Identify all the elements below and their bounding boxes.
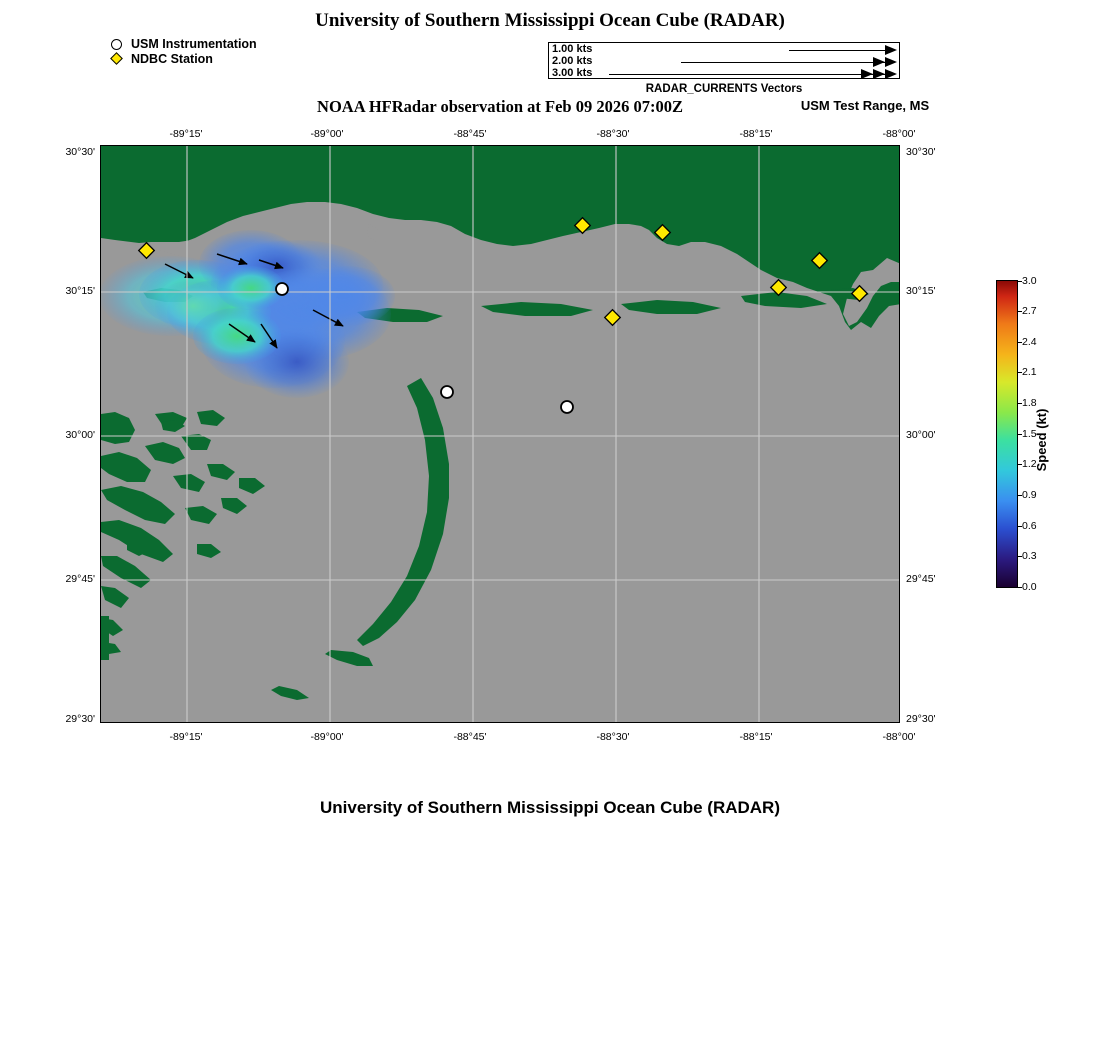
colorbar-axis-label: Speed (kt) — [1034, 408, 1049, 472]
axis-tick-lon-bottom-4: -88°15' — [739, 731, 773, 743]
axis-tick-lat-left-3: 29°45' — [65, 573, 95, 585]
colorbar-tick-8: 0.6 — [1022, 520, 1037, 532]
colorbar-tick-2: 2.4 — [1022, 336, 1037, 348]
colorbar-tick-0: 3.0 — [1022, 275, 1037, 287]
arrowhead-icon — [885, 57, 897, 67]
page-title: University of Southern Mississippi Ocean Cube (RADAR) — [315, 10, 785, 31]
vector-key-label-2: 2.00 kts — [552, 55, 593, 67]
axis-tick-lat-left-0: 30°30' — [65, 146, 95, 158]
arrowhead-icon — [885, 69, 897, 79]
vector-key-label-1: 1.00 kts — [552, 43, 593, 55]
map-canvas[interactable] — [100, 145, 900, 723]
colorbar-tick-4: 1.8 — [1022, 397, 1037, 409]
axis-tick-lon-top-1: -89°00' — [310, 128, 344, 140]
vector-key-row-3 — [549, 68, 901, 80]
diamond-marker-icon — [110, 52, 128, 67]
axis-tick-lat-right-1: 30°15' — [906, 285, 936, 297]
vector-key-label-3: 3.00 kts — [552, 67, 593, 79]
arrowhead-icon — [873, 69, 885, 79]
axis-tick-lat-right-0: 30°30' — [906, 146, 936, 158]
colorbar-tick-10: 0.0 — [1022, 581, 1037, 593]
arrowhead-icon — [885, 45, 897, 55]
axis-tick-lon-top-2: -88°45' — [453, 128, 487, 140]
axis-tick-lat-right-4: 29°30' — [906, 713, 936, 725]
axis-tick-lat-right-2: 30°00' — [906, 429, 936, 441]
legend-item-usm-instrumentation — [110, 37, 257, 52]
axis-tick-lon-bottom-2: -88°45' — [453, 731, 487, 743]
axis-tick-lon-bottom-5: -88°00' — [882, 731, 916, 743]
axis-tick-lat-left-2: 30°00' — [65, 429, 95, 441]
colorbar-tick-3: 2.1 — [1022, 366, 1037, 378]
map-legend — [110, 37, 257, 67]
axis-tick-lon-bottom-1: -89°00' — [310, 731, 344, 743]
axis-tick-lon-top-4: -88°15' — [739, 128, 773, 140]
legend-label-usm: USM Instrumentation — [131, 37, 257, 51]
footer-title: University of Southern Mississippi Ocean Cube (RADAR) — [319, 798, 780, 817]
axis-tick-lon-top-3: -88°30' — [596, 128, 630, 140]
vector-key-caption: RADAR_CURRENTS Vectors — [645, 83, 803, 95]
colorbar-tick-6: 1.2 — [1022, 458, 1037, 470]
vector-key-row-1 — [549, 44, 901, 56]
axis-tick-lat-left-1: 30°15' — [65, 285, 95, 297]
legend-label-ndbc: NDBC Station — [131, 52, 213, 66]
axis-tick-lon-bottom-0: -89°15' — [169, 731, 203, 743]
axis-tick-lat-left-4: 29°30' — [65, 713, 95, 725]
axis-tick-lon-top-5: -88°00' — [882, 128, 916, 140]
colorbar-tick-5: 1.5 — [1022, 428, 1037, 440]
colorbar-tick-1: 2.7 — [1022, 305, 1037, 317]
colorbar-tick-9: 0.3 — [1022, 550, 1037, 562]
circle-marker-icon — [110, 37, 128, 52]
axis-tick-lon-top-0: -89°15' — [169, 128, 203, 140]
observation-subtitle: NOAA HFRadar observation at Feb 09 2026 07:00Z — [317, 97, 683, 116]
legend-item-ndbc-station — [110, 52, 257, 67]
arrowhead-icon — [873, 57, 885, 67]
colorbar-tick-7: 0.9 — [1022, 489, 1037, 501]
colorbar — [996, 280, 1018, 588]
vector-key-row-2 — [549, 56, 901, 68]
axis-tick-lon-bottom-3: -88°30' — [596, 731, 630, 743]
arrowhead-icon — [861, 69, 873, 79]
axis-tick-lat-right-3: 29°45' — [906, 573, 936, 585]
vector-scale-key — [548, 42, 900, 79]
range-label: USM Test Range, MS — [800, 98, 930, 113]
